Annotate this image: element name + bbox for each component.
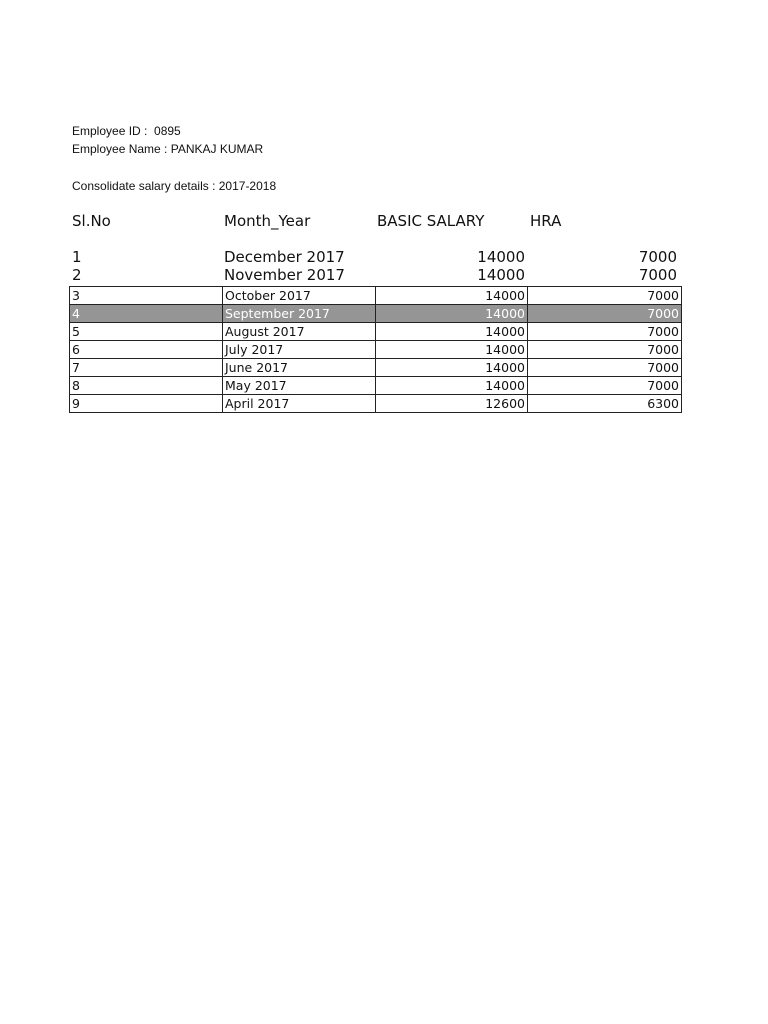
hra-cell[interactable]: 7000 (528, 287, 682, 305)
column-header-hra: HRA (530, 212, 562, 230)
table-row[interactable] (70, 395, 682, 413)
month-cell[interactable]: September 2017 (223, 305, 376, 323)
slno-cell: 2 (72, 266, 82, 284)
slno-cell[interactable]: 6 (70, 341, 223, 359)
slno-cell[interactable]: 9 (70, 395, 223, 413)
employee-name-line: Employee Name : PANKAJ KUMAR (72, 142, 264, 156)
table-row[interactable] (70, 323, 682, 341)
slno-cell: 1 (72, 248, 82, 266)
hra-cell[interactable]: 7000 (528, 377, 682, 395)
employee-id-line: Employee ID : 0895 (72, 124, 181, 138)
salary-summary-line: Consolidate salary details : 2017-2018 (72, 179, 277, 193)
salary-row (72, 248, 680, 266)
table-row[interactable] (70, 341, 682, 359)
basic-salary-cell[interactable]: 14000 (376, 305, 528, 323)
hra-cell[interactable]: 7000 (528, 323, 682, 341)
basic-salary-cell[interactable]: 14000 (376, 287, 528, 305)
column-header-month-year: Month_Year (224, 212, 311, 230)
month-cell: November 2017 (224, 266, 345, 284)
hra-cell[interactable]: 6300 (528, 395, 682, 413)
salary-row (72, 266, 680, 284)
month-cell[interactable]: May 2017 (223, 377, 376, 395)
basic-salary-cell[interactable]: 14000 (376, 359, 528, 377)
slno-cell[interactable]: 8 (70, 377, 223, 395)
hra-cell: 7000 (638, 266, 677, 284)
month-cell[interactable]: July 2017 (223, 341, 376, 359)
slno-cell[interactable]: 5 (70, 323, 223, 341)
hra-cell[interactable]: 7000 (528, 359, 682, 377)
month-cell[interactable]: August 2017 (223, 323, 376, 341)
basic-salary-cell[interactable]: 14000 (376, 341, 528, 359)
month-cell[interactable]: June 2017 (223, 359, 376, 377)
month-cell[interactable]: April 2017 (223, 395, 376, 413)
basic-salary-cell: 14000 (477, 248, 525, 266)
hra-cell[interactable]: 7000 (528, 305, 682, 323)
column-header-basic-salary: BASIC SALARY (377, 212, 485, 230)
basic-salary-cell[interactable]: 12600 (376, 395, 528, 413)
column-header-slno: Sl.No (72, 212, 111, 230)
basic-salary-cell[interactable]: 14000 (376, 323, 528, 341)
salary-table (69, 286, 682, 413)
table-row[interactable] (70, 377, 682, 395)
month-cell[interactable]: October 2017 (223, 287, 376, 305)
basic-salary-cell[interactable]: 14000 (376, 377, 528, 395)
table-row[interactable] (70, 359, 682, 377)
hra-cell: 7000 (638, 248, 677, 266)
slno-cell[interactable]: 3 (70, 287, 223, 305)
table-row[interactable] (70, 287, 682, 305)
slno-cell[interactable]: 7 (70, 359, 223, 377)
table-row-selected[interactable] (70, 305, 682, 323)
slno-cell[interactable]: 4 (70, 305, 223, 323)
basic-salary-cell: 14000 (477, 266, 525, 284)
month-cell: December 2017 (224, 248, 345, 266)
hra-cell[interactable]: 7000 (528, 341, 682, 359)
